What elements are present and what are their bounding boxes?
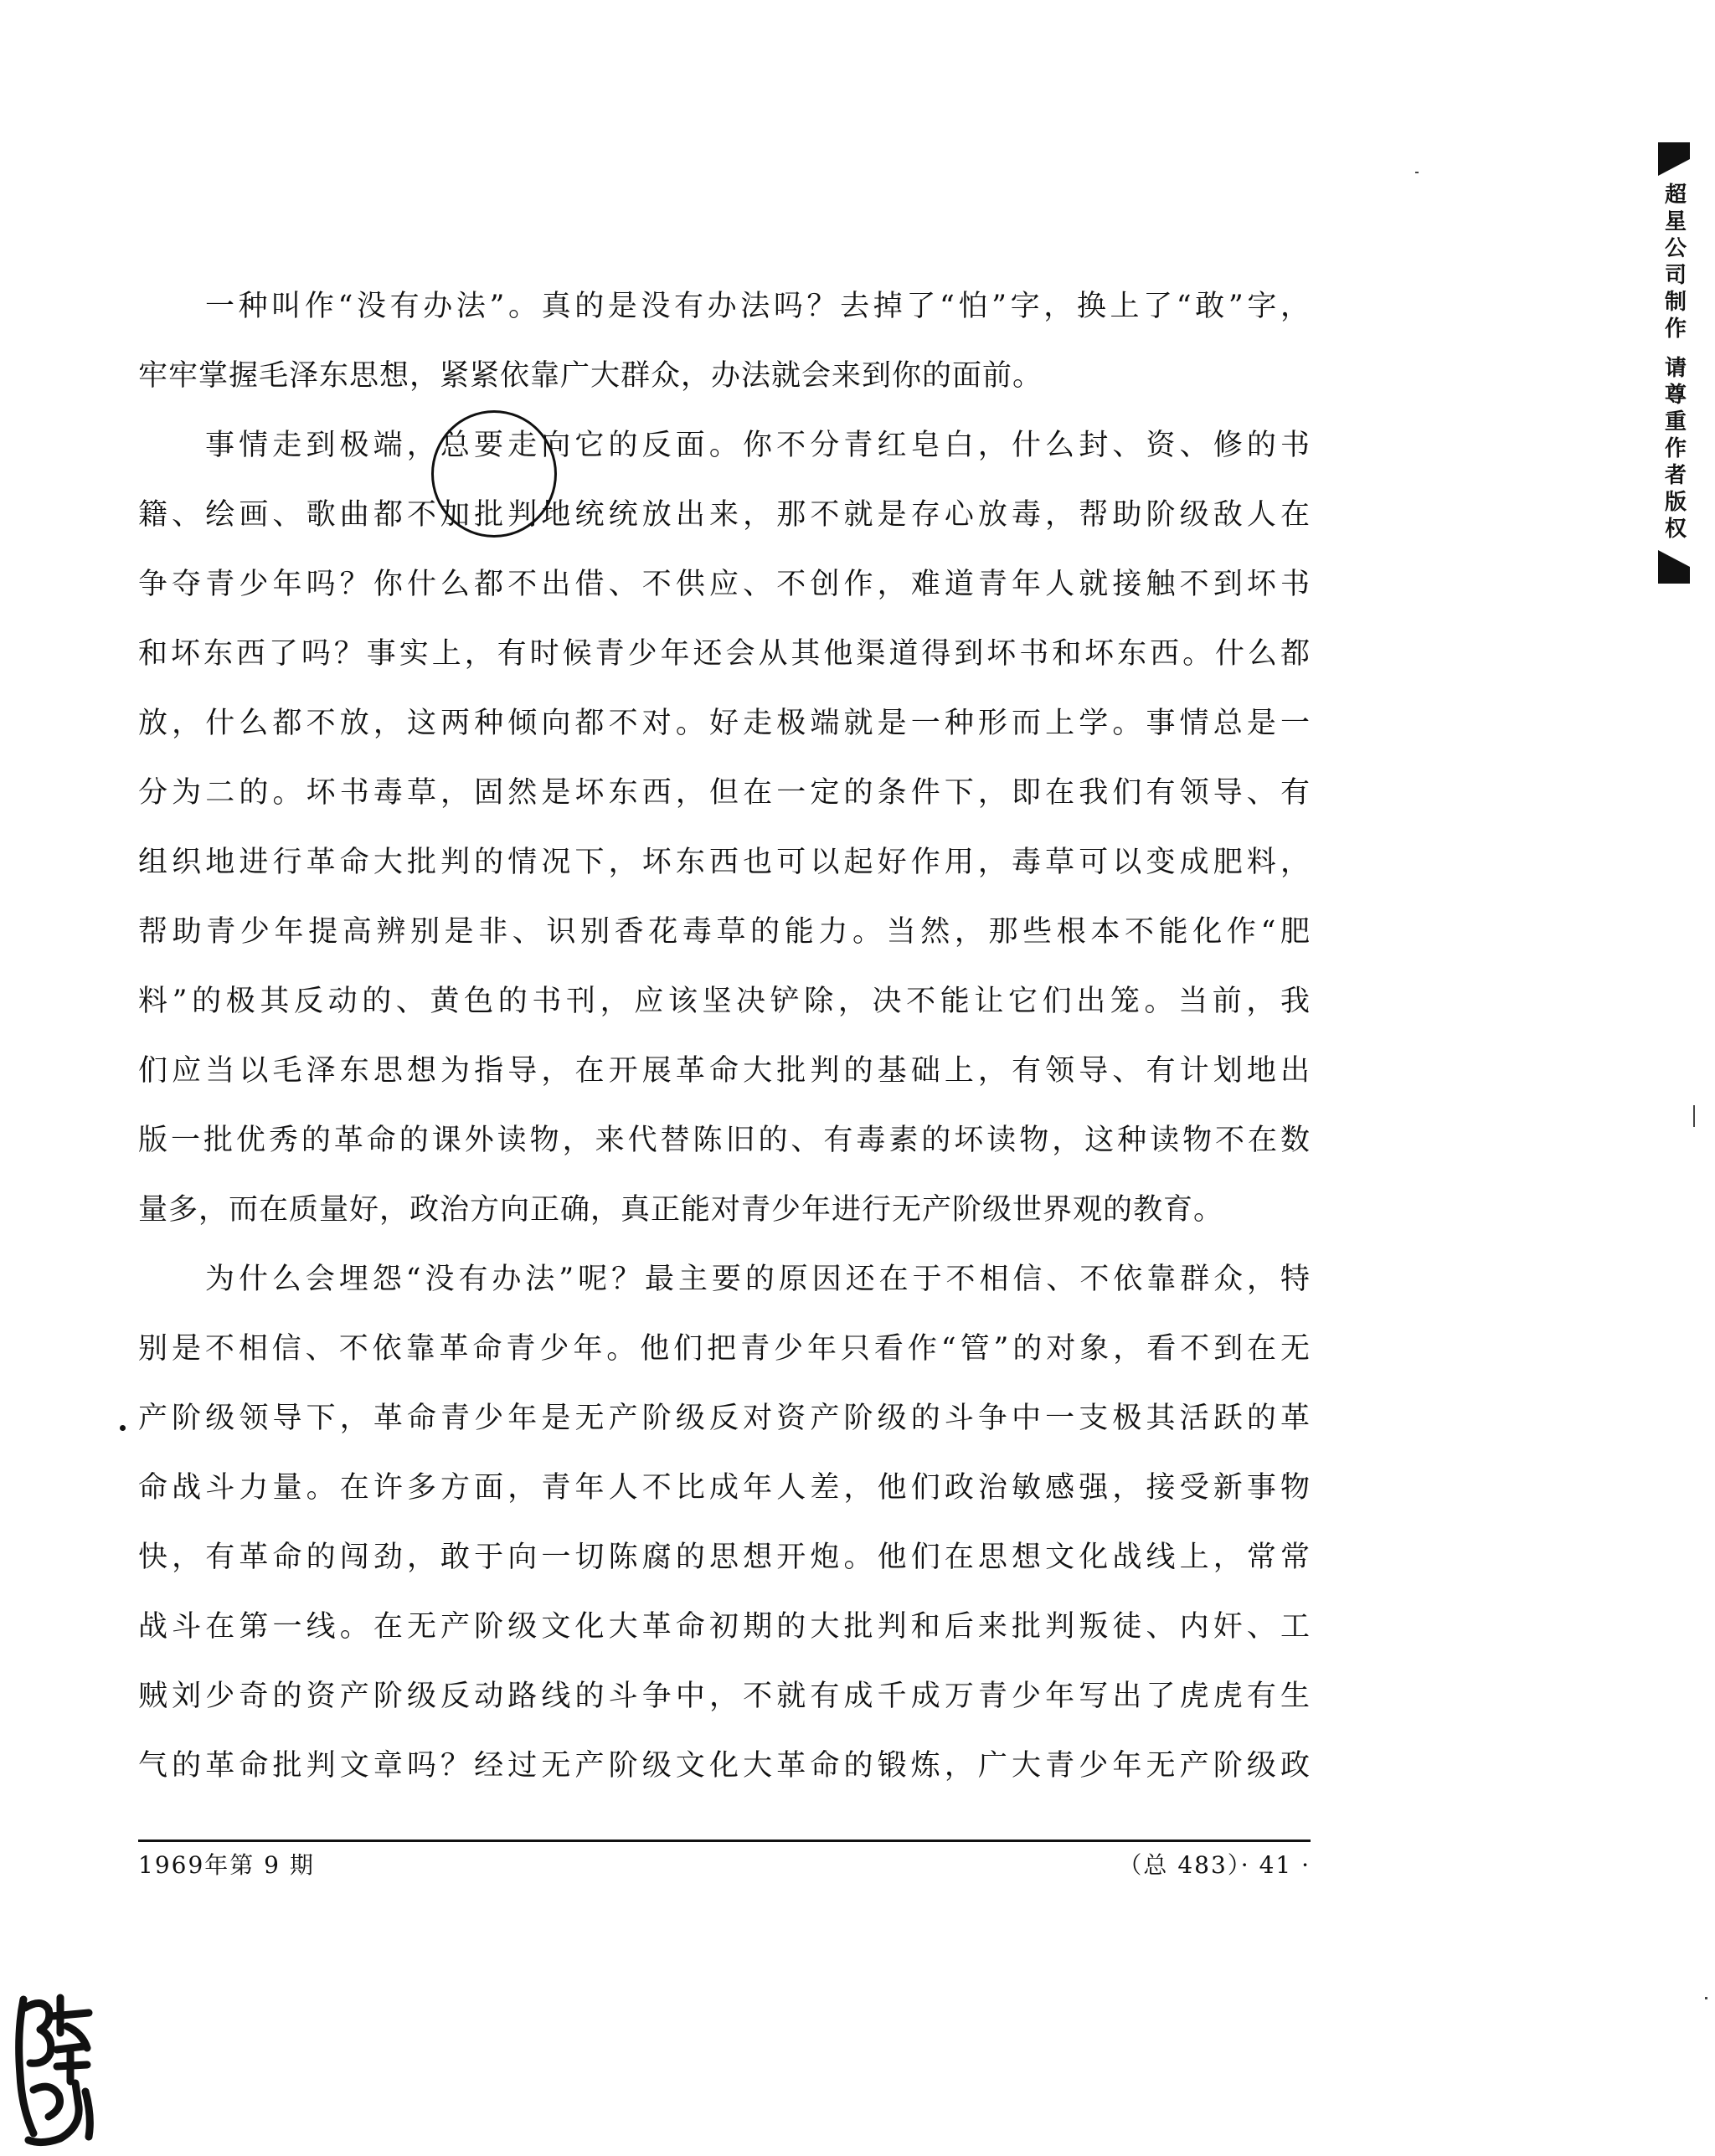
scan-speck bbox=[1693, 1105, 1695, 1127]
text-line: 战斗在第一线。在无产阶级文化大革命初期的大批判和后来批判叛徒、内奸、工 bbox=[138, 1610, 1311, 1644]
scan-speck bbox=[1705, 1997, 1707, 1999]
library-seal-stamp bbox=[8, 1983, 100, 2150]
footer-issue: 1969年第 9 期 bbox=[138, 1851, 315, 1879]
text-line: 帮助青少年提高辨别是非、识别香花毒草的能力。当然，那些根本不能化作“肥 bbox=[138, 915, 1311, 949]
text-line: 籍、绘画、歌曲都不加批判地统统放出来，那不就是存心放毒，帮助阶级敌人在 bbox=[138, 498, 1311, 532]
text-line: 量多，而在质量好，政治方向正确，真正能对青少年进行无产阶级世界观的教育。 bbox=[138, 1193, 1224, 1227]
text-line: 气的革命批判文章吗？经过无产阶级文化大革命的锻炼，广大青少年无产阶级政 bbox=[138, 1749, 1311, 1783]
footer-rule bbox=[138, 1840, 1311, 1842]
text-line: 别是不相信、不依靠革命青少年。他们把青少年只看作“管”的对象，看不到在无 bbox=[138, 1332, 1311, 1366]
text-line: 版一批优秀的革命的课外读物，来代替陈旧的、有毒素的坏读物，这种读物不在数 bbox=[138, 1124, 1311, 1157]
text-line: 组织地进行革命大批判的情况下，坏东西也可以起好作用，毒草可以变成肥料， bbox=[138, 846, 1311, 879]
text-line: 贼刘少奇的资产阶级反动路线的斗争中，不就有成千成万青少年写出了虎虎有生 bbox=[138, 1680, 1311, 1713]
watermark-sidebar bbox=[1655, 142, 1693, 584]
text-line: 放，什么都不放，这两种倾向都不对。好走极端就是一种形而上学。事情总是一 bbox=[138, 707, 1311, 740]
handwritten-circle-annotation bbox=[431, 410, 557, 538]
text-line: 分为二的。坏书毒草，固然是坏东西，但在一定的条件下，即在我们有领导、有 bbox=[138, 776, 1311, 810]
text-line: 事情走到极端，总要走向它的反面。你不分青红皂白，什么封、资、修的书 bbox=[205, 429, 1311, 462]
text-line: 快，有革命的闯劲，敢于向一切陈腐的思想开炮。他们在思想文化战线上，常常 bbox=[138, 1541, 1311, 1574]
watermark-text: 超星公司制作 请尊重作者版权 bbox=[1661, 183, 1687, 544]
sidebar-bar-bottom bbox=[1658, 550, 1690, 584]
text-line: 命战斗力量。在许多方面，青年人不比成年人差，他们政治敏感强，接受新事物 bbox=[138, 1471, 1311, 1505]
text-line: 们应当以毛泽东思想为指导，在开展革命大批判的基础上，有领导、有计划地出 bbox=[138, 1054, 1311, 1088]
text-line: 一种叫作“没有办法”。真的是没有办法吗？去掉了“怕”字，换上了“敢”字， bbox=[205, 290, 1311, 323]
scan-speck bbox=[1415, 172, 1419, 173]
margin-dot bbox=[120, 1425, 126, 1431]
text-line: 料”的极其反动的、黄色的书刊，应该坚决铲除，决不能让它们出笼。当前，我 bbox=[138, 985, 1311, 1018]
footer-page-number: （总 483）· 41 · bbox=[1118, 1851, 1311, 1879]
sidebar-bar-top bbox=[1658, 142, 1690, 176]
text-line: 为什么会埋怨“没有办法”呢？最主要的原因还在于不相信、不依靠群众，特 bbox=[205, 1263, 1311, 1296]
body-text bbox=[138, 272, 1311, 1801]
text-line: 和坏东西了吗？事实上，有时候青少年还会从其他渠道得到坏书和坏东西。什么都 bbox=[138, 637, 1311, 671]
text-line: 产阶级领导下，革命青少年是无产阶级反对资产阶级的斗争中一支极其活跃的革 bbox=[138, 1402, 1311, 1435]
text-line: 牢牢掌握毛泽东思想，紧紧依靠广大群众，办法就会来到你的面前。 bbox=[138, 359, 1043, 393]
text-line: 争夺青少年吗？你什么都不出借、不供应、不创作，难道青年人就接触不到坏书 bbox=[138, 568, 1311, 601]
